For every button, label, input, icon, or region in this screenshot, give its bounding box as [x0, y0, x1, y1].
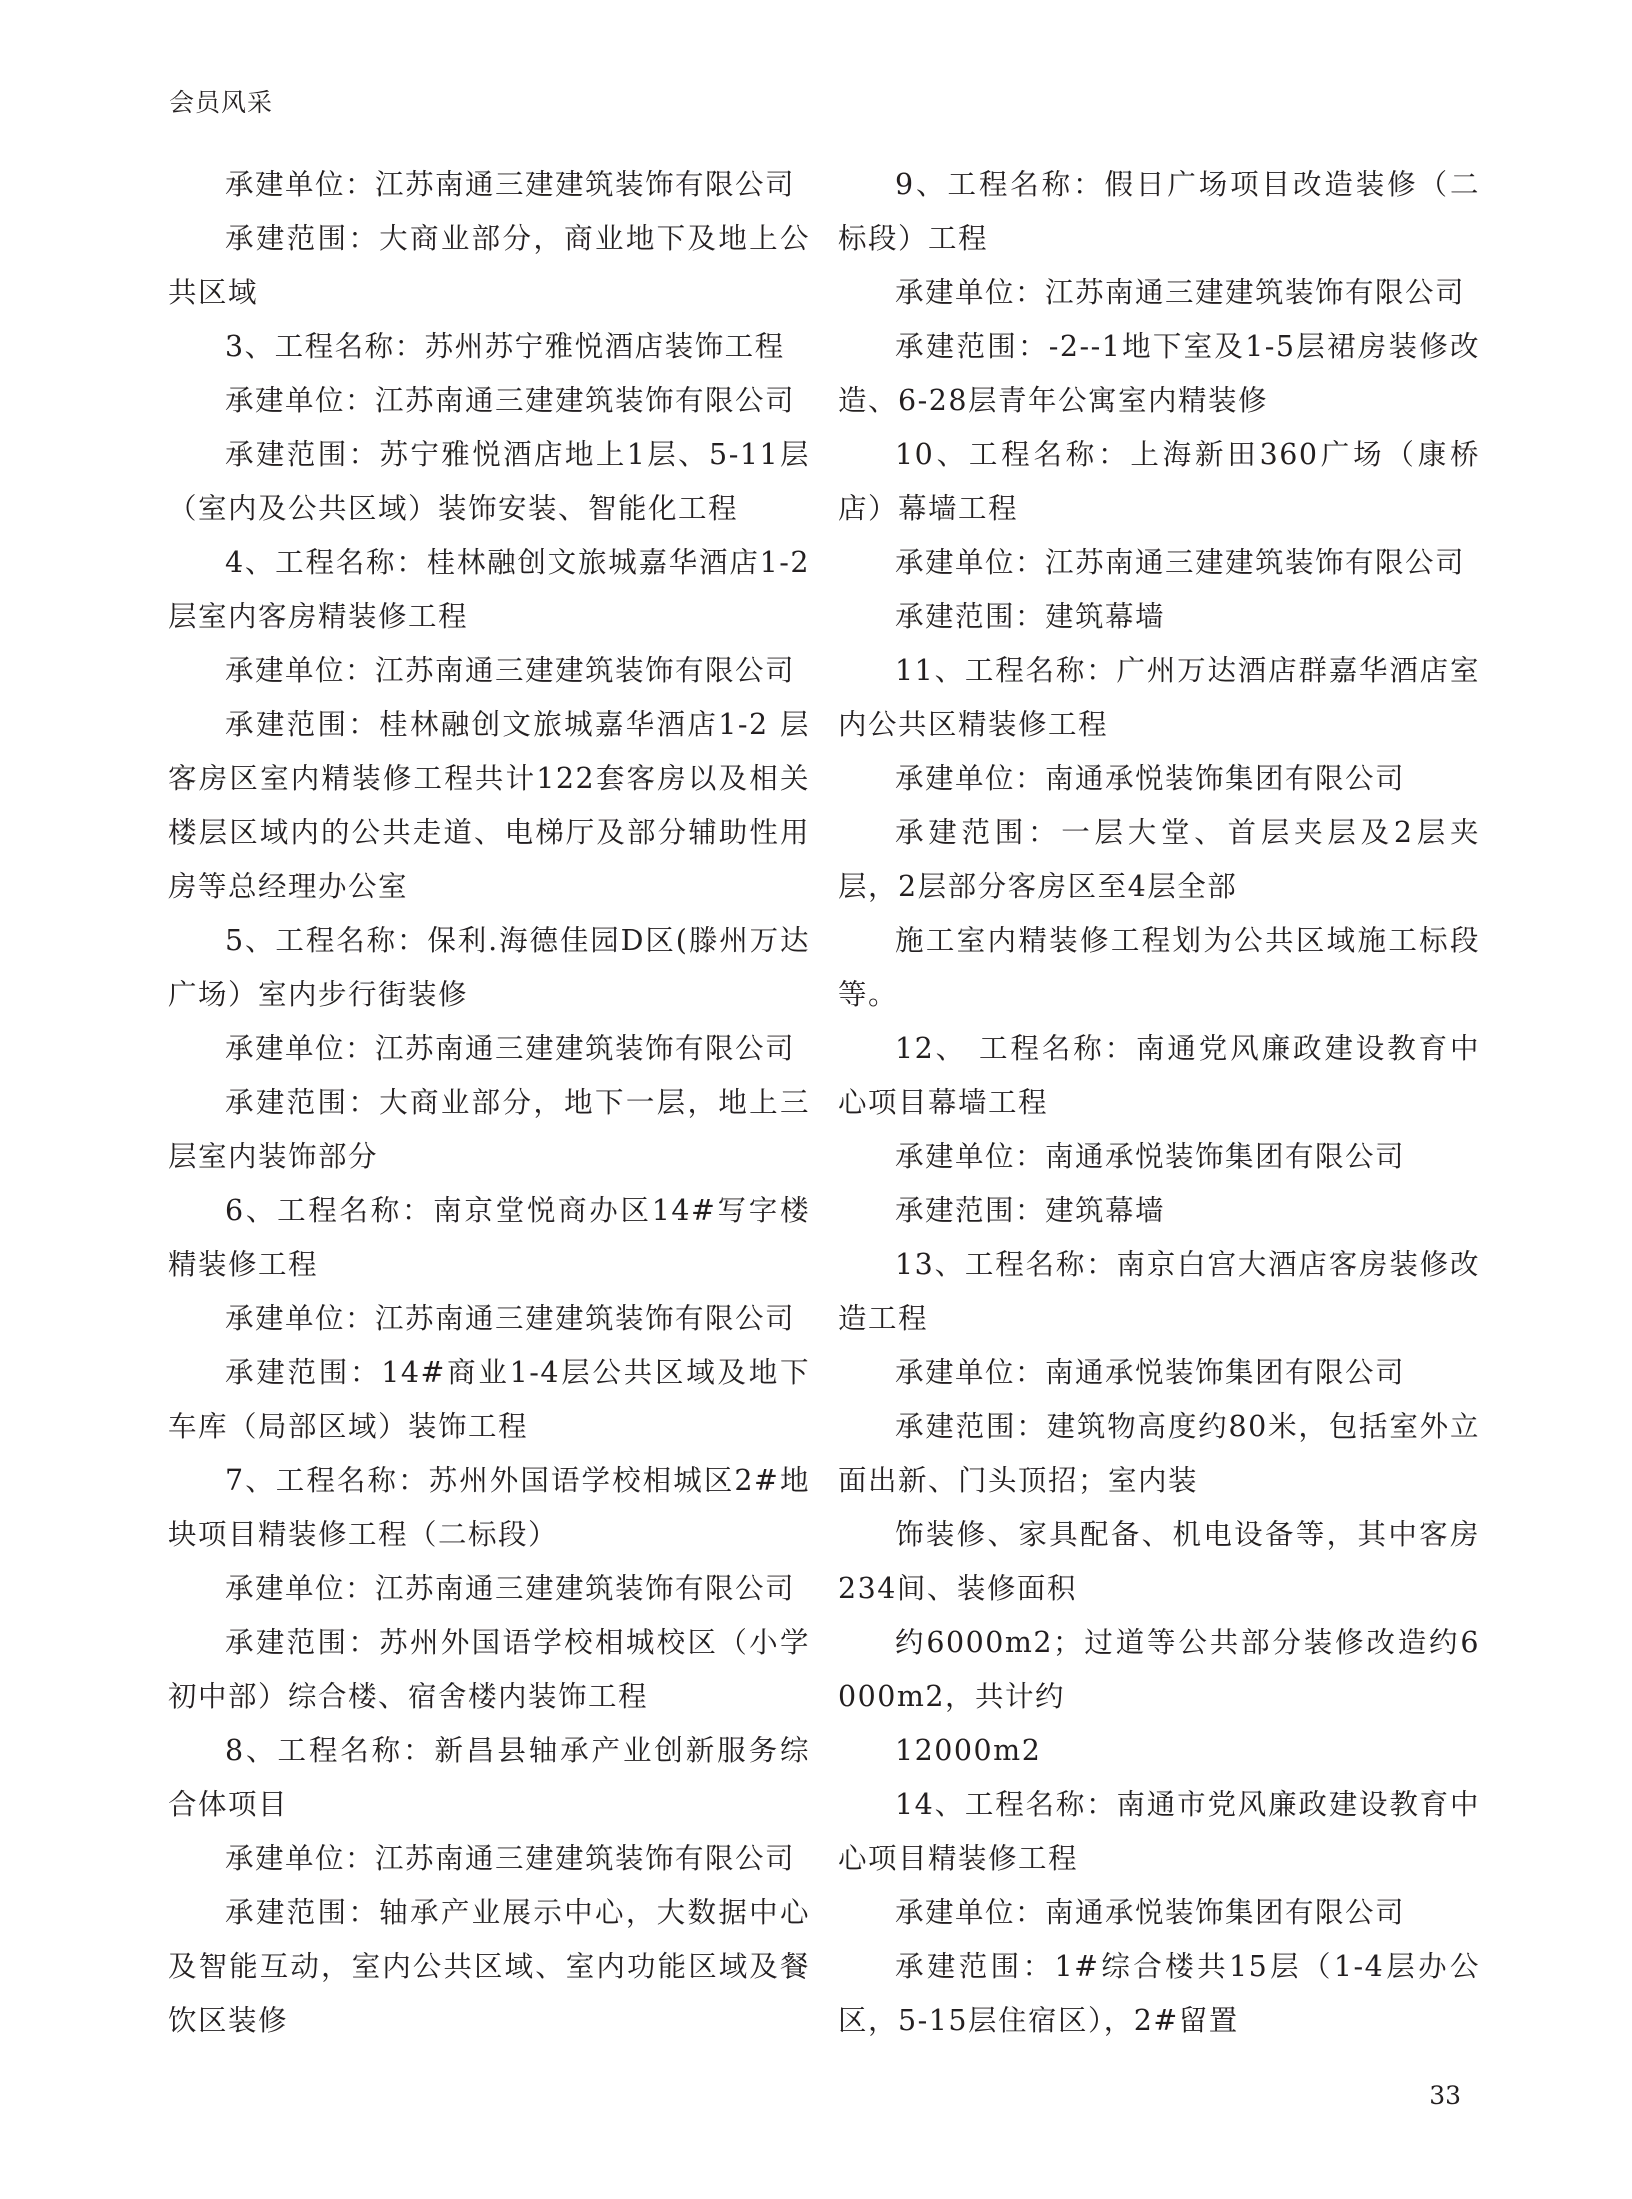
paragraph: 7、工程名称：苏州外国语学校相城区2#地块项目精装修工程（二标段）	[168, 1464, 810, 1551]
paragraph: 承建范围：1#综合楼共15层（1-4层办公区，5-15层住宿区），2#留置	[838, 1950, 1480, 2037]
paragraph: 承建范围：14#商业1-4层公共区域及地下车库（局部区域）装饰工程	[168, 1356, 810, 1443]
paragraph: 14、工程名称：南通市党风廉政建设教育中心项目精装修工程	[838, 1788, 1480, 1875]
paragraph: 承建单位：南通承悦装饰集团有限公司	[895, 1896, 1406, 1929]
paragraph: 10、工程名称：上海新田360广场（康桥店）幕墙工程	[838, 438, 1480, 525]
paragraph: 承建范围：建筑幕墙	[895, 600, 1166, 633]
paragraph: 承建范围：轴承产业展示中心，大数据中心及智能互动，室内公共区域、室内功能区域及餐饮区装修	[168, 1896, 810, 2037]
paragraph: 承建单位：江苏南通三建建筑装饰有限公司	[895, 276, 1466, 309]
paragraph: 承建单位：江苏南通三建建筑装饰有限公司	[225, 654, 796, 687]
paragraph: 6、工程名称：南京堂悦商办区14#写字楼精装修工程	[168, 1194, 810, 1281]
paragraph: 承建范围：一层大堂、首层夹层及2层夹层，2层部分客房区至4层全部	[838, 816, 1480, 903]
paragraph: 承建范围：苏宁雅悦酒店地上1层、5-11层（室内及公共区域）装饰安装、智能化工程	[168, 438, 810, 525]
paragraph: 约6000m2；过道等公共部分装修改造约6000m2，共计约	[838, 1626, 1480, 1713]
section-label: 会员风采	[169, 88, 274, 117]
paragraph: 饰装修、家具配备、机电设备等，其中客房234间、装修面积	[838, 1518, 1480, 1605]
paragraph: 承建单位：江苏南通三建建筑装饰有限公司	[225, 1302, 796, 1335]
page-number: 33	[1429, 2081, 1461, 2110]
paragraph: 承建单位：南通承悦装饰集团有限公司	[895, 762, 1406, 795]
paragraph: 5、工程名称：保利.海德佳园D区(滕州万达广场）室内步行街装修	[168, 924, 810, 1011]
right-column	[838, 158, 1480, 2048]
paragraph: 承建单位：南通承悦装饰集团有限公司	[895, 1140, 1406, 1173]
paragraph: 承建范围：桂林融创文旅城嘉华酒店1-2 层客房区室内精装修工程共计122套客房以及相关楼层区域内的公共走道、电梯厅及部分辅助性用房等总经理办公室	[168, 708, 810, 903]
paragraph: 施工室内精装修工程划为公共区域施工标段等。	[838, 924, 1480, 1011]
paragraph: 承建单位：江苏南通三建建筑装饰有限公司	[225, 168, 796, 201]
paragraph: 承建范围：苏州外国语学校相城校区（小学初中部）综合楼、宿舍楼内装饰工程	[168, 1626, 810, 1713]
paragraph: 承建范围：大商业部分，地下一层，地上三层室内装饰部分	[168, 1086, 810, 1173]
paragraph: 8、工程名称：新昌县轴承产业创新服务综合体项目	[168, 1734, 810, 1821]
left-column	[168, 158, 810, 2048]
paragraph: 承建单位：江苏南通三建建筑装饰有限公司	[225, 384, 796, 417]
paragraph: 承建单位：江苏南通三建建筑装饰有限公司	[895, 546, 1466, 579]
paragraph: 承建范围：-2--1地下室及1-5层裙房装修改造、6-28层青年公寓室内精装修	[838, 330, 1480, 417]
paragraph: 承建单位：江苏南通三建建筑装饰有限公司	[225, 1572, 796, 1605]
paragraph: 承建范围：大商业部分，商业地下及地上公共区域	[168, 222, 810, 309]
paragraph: 承建范围：建筑物高度约80米，包括室外立面出新、门头顶招；室内装	[838, 1410, 1480, 1497]
paragraph: 承建范围：建筑幕墙	[895, 1194, 1166, 1227]
paragraph: 11、工程名称：广州万达酒店群嘉华酒店室内公共区精装修工程	[838, 654, 1480, 741]
paragraph: 承建单位：江苏南通三建建筑装饰有限公司	[225, 1842, 796, 1875]
paragraph: 12、 工程名称：南通党风廉政建设教育中心项目幕墙工程	[838, 1032, 1480, 1119]
paragraph: 13、工程名称：南京白宫大酒店客房装修改造工程	[838, 1248, 1480, 1335]
paragraph: 9、工程名称：假日广场项目改造装修（二标段）工程	[838, 168, 1480, 255]
paragraph: 12000m2	[895, 1734, 1042, 1767]
paragraph: 3、工程名称：苏州苏宁雅悦酒店装饰工程	[225, 330, 785, 363]
paragraph: 4、工程名称：桂林融创文旅城嘉华酒店1-2层室内客房精装修工程	[168, 546, 810, 633]
paragraph: 承建单位：南通承悦装饰集团有限公司	[895, 1356, 1406, 1389]
paragraph: 承建单位：江苏南通三建建筑装饰有限公司	[225, 1032, 796, 1065]
